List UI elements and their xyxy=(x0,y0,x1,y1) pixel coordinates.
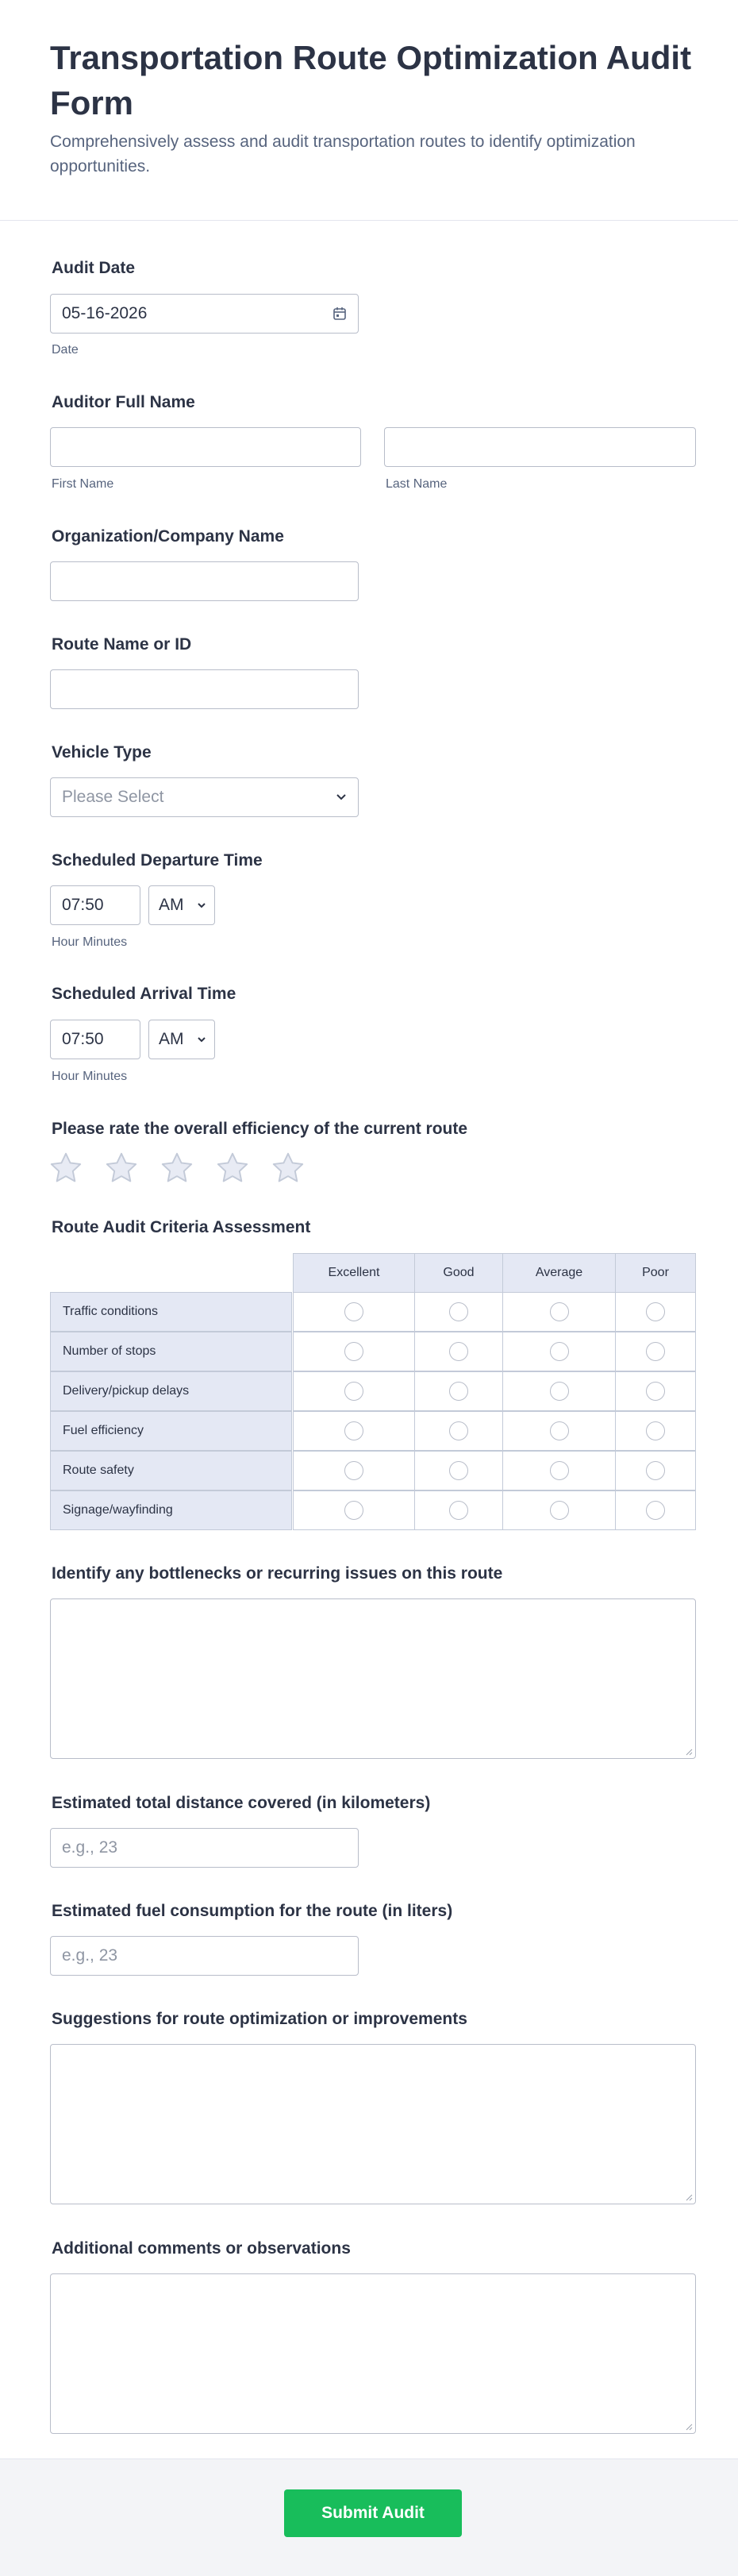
matrix-column-header: Average xyxy=(502,1253,616,1293)
matrix-cell xyxy=(293,1371,415,1411)
arrival-ampm-value: AM xyxy=(159,1030,184,1048)
audit-date-label: Audit Date xyxy=(52,259,135,277)
fuel-placeholder: e.g., 23 xyxy=(62,1946,118,1965)
calendar-icon[interactable] xyxy=(332,307,347,321)
arrival-time-input[interactable] xyxy=(50,1020,140,1059)
matrix-column-header: Excellent xyxy=(293,1253,415,1293)
matrix-radio[interactable] xyxy=(449,1421,468,1440)
matrix-radio[interactable] xyxy=(449,1302,468,1321)
form-header xyxy=(0,0,738,221)
comments-textarea[interactable] xyxy=(50,2273,696,2434)
matrix-radio[interactable] xyxy=(550,1501,569,1520)
route-name-input[interactable] xyxy=(50,669,359,709)
criteria-matrix xyxy=(50,1253,696,1529)
matrix-radio[interactable] xyxy=(646,1421,665,1440)
matrix-row-label: Route safety xyxy=(50,1451,292,1490)
matrix-radio[interactable] xyxy=(646,1302,665,1321)
matrix-cell xyxy=(414,1292,503,1332)
matrix-radio[interactable] xyxy=(344,1302,363,1321)
star-icon[interactable] xyxy=(103,1150,140,1186)
chevron-down-icon xyxy=(197,902,206,909)
arrival-time-label: Scheduled Arrival Time xyxy=(52,985,236,1003)
matrix-cell xyxy=(502,1451,616,1490)
matrix-radio[interactable] xyxy=(449,1382,468,1401)
star-icon[interactable] xyxy=(214,1150,251,1186)
bottlenecks-textarea[interactable] xyxy=(50,1598,696,1759)
matrix-radio[interactable] xyxy=(344,1461,363,1480)
departure-time-input[interactable] xyxy=(50,885,140,925)
matrix-radio[interactable] xyxy=(344,1342,363,1361)
suggestions-label: Suggestions for route optimization or improvements xyxy=(52,2010,467,2028)
arrival-time-value: 07:50 xyxy=(62,1030,104,1048)
matrix-cell xyxy=(502,1332,616,1371)
first-name-input[interactable] xyxy=(50,427,361,467)
suggestions-textarea[interactable] xyxy=(50,2044,696,2204)
matrix-cell xyxy=(293,1332,415,1371)
matrix-column-header: Good xyxy=(414,1253,503,1293)
form-title: Transportation Route Optimization Audit Form xyxy=(50,39,692,121)
submit-button[interactable]: Submit Audit xyxy=(284,2489,462,2537)
criteria-label: Route Audit Criteria Assessment xyxy=(52,1218,311,1236)
audit-date-sublabel: Date xyxy=(52,343,79,357)
form-footer xyxy=(0,2458,738,2576)
last-name-sublabel: Last Name xyxy=(386,477,448,491)
star-icon[interactable] xyxy=(270,1150,306,1186)
matrix-radio[interactable] xyxy=(550,1382,569,1401)
star-rating[interactable] xyxy=(48,1150,333,1188)
arrival-ampm-select[interactable] xyxy=(148,1020,215,1059)
matrix-radio[interactable] xyxy=(646,1501,665,1520)
matrix-radio[interactable] xyxy=(344,1501,363,1520)
matrix-radio[interactable] xyxy=(550,1421,569,1440)
departure-time-sublabel: Hour Minutes xyxy=(52,935,128,949)
matrix-cell xyxy=(615,1371,696,1411)
arrival-time-sublabel: Hour Minutes xyxy=(52,1070,128,1083)
vehicle-type-placeholder: Please Select xyxy=(62,788,164,806)
matrix-cell xyxy=(414,1371,503,1411)
resize-grip-icon[interactable] xyxy=(685,1748,693,1756)
first-name-sublabel: First Name xyxy=(52,477,114,491)
audit-date-value: 05-16-2026 xyxy=(62,304,148,322)
chevron-down-icon xyxy=(197,1036,206,1043)
bottlenecks-label: Identify any bottlenecks or recurring issues on this route xyxy=(52,1564,503,1583)
matrix-row-label: Number of stops xyxy=(50,1332,292,1371)
matrix-radio[interactable] xyxy=(646,1461,665,1480)
last-name-input[interactable] xyxy=(384,427,696,467)
star-icon[interactable] xyxy=(48,1150,84,1186)
audit-date-input[interactable] xyxy=(50,294,359,334)
matrix-row-label: Traffic conditions xyxy=(50,1292,292,1332)
resize-grip-icon[interactable] xyxy=(685,2193,693,2201)
departure-time-value: 07:50 xyxy=(62,896,104,914)
matrix-cell xyxy=(293,1411,415,1451)
star-icon[interactable] xyxy=(159,1150,195,1186)
matrix-cell xyxy=(414,1451,503,1490)
matrix-cell xyxy=(502,1292,616,1332)
matrix-radio[interactable] xyxy=(550,1302,569,1321)
chevron-down-icon xyxy=(336,793,347,801)
fuel-label: Estimated fuel consumption for the route (in liters) xyxy=(52,1902,453,1920)
matrix-row-label: Fuel efficiency xyxy=(50,1411,292,1451)
matrix-cell xyxy=(293,1292,415,1332)
departure-time-label: Scheduled Departure Time xyxy=(52,851,263,870)
departure-ampm-value: AM xyxy=(159,896,184,914)
matrix-cell xyxy=(615,1292,696,1332)
matrix-cell xyxy=(502,1371,616,1411)
organization-label: Organization/Company Name xyxy=(52,527,284,546)
matrix-cell xyxy=(615,1332,696,1371)
auditor-name-label: Auditor Full Name xyxy=(52,393,195,411)
matrix-radio[interactable] xyxy=(550,1342,569,1361)
vehicle-type-select[interactable] xyxy=(50,777,359,817)
matrix-radio[interactable] xyxy=(550,1461,569,1480)
distance-placeholder: e.g., 23 xyxy=(62,1838,118,1857)
matrix-radio[interactable] xyxy=(449,1342,468,1361)
matrix-row-label: Delivery/pickup delays xyxy=(50,1371,292,1411)
matrix-radio[interactable] xyxy=(344,1421,363,1440)
form-subtitle: Comprehensively assess and audit transportation routes to identify optimization opportunities. xyxy=(50,133,636,175)
comments-label: Additional comments or observations xyxy=(52,2239,351,2258)
efficiency-rating-label: Please rate the overall efficiency of the current route xyxy=(52,1120,468,1138)
distance-input[interactable] xyxy=(50,1828,359,1868)
matrix-radio[interactable] xyxy=(449,1461,468,1480)
resize-grip-icon[interactable] xyxy=(685,2423,693,2431)
matrix-cell xyxy=(414,1411,503,1451)
matrix-radio[interactable] xyxy=(646,1342,665,1361)
matrix-column-header: Poor xyxy=(615,1253,696,1293)
matrix-cell xyxy=(502,1490,616,1530)
departure-ampm-select[interactable] xyxy=(148,885,215,925)
matrix-row-label: Signage/wayfinding xyxy=(50,1490,292,1530)
matrix-cell xyxy=(293,1490,415,1530)
matrix-cell xyxy=(414,1332,503,1371)
route-name-label: Route Name or ID xyxy=(52,635,192,654)
distance-label: Estimated total distance covered (in kilometers) xyxy=(52,1794,431,1812)
matrix-cell xyxy=(414,1490,503,1530)
matrix-radio[interactable] xyxy=(449,1501,468,1520)
vehicle-type-label: Vehicle Type xyxy=(52,743,152,762)
matrix-cell xyxy=(615,1451,696,1490)
matrix-radio[interactable] xyxy=(344,1382,363,1401)
organization-input[interactable] xyxy=(50,561,359,601)
matrix-radio[interactable] xyxy=(646,1382,665,1401)
matrix-cell xyxy=(615,1411,696,1451)
matrix-cell xyxy=(615,1490,696,1530)
fuel-input[interactable] xyxy=(50,1936,359,1976)
matrix-cell xyxy=(502,1411,616,1451)
matrix-cell xyxy=(293,1451,415,1490)
